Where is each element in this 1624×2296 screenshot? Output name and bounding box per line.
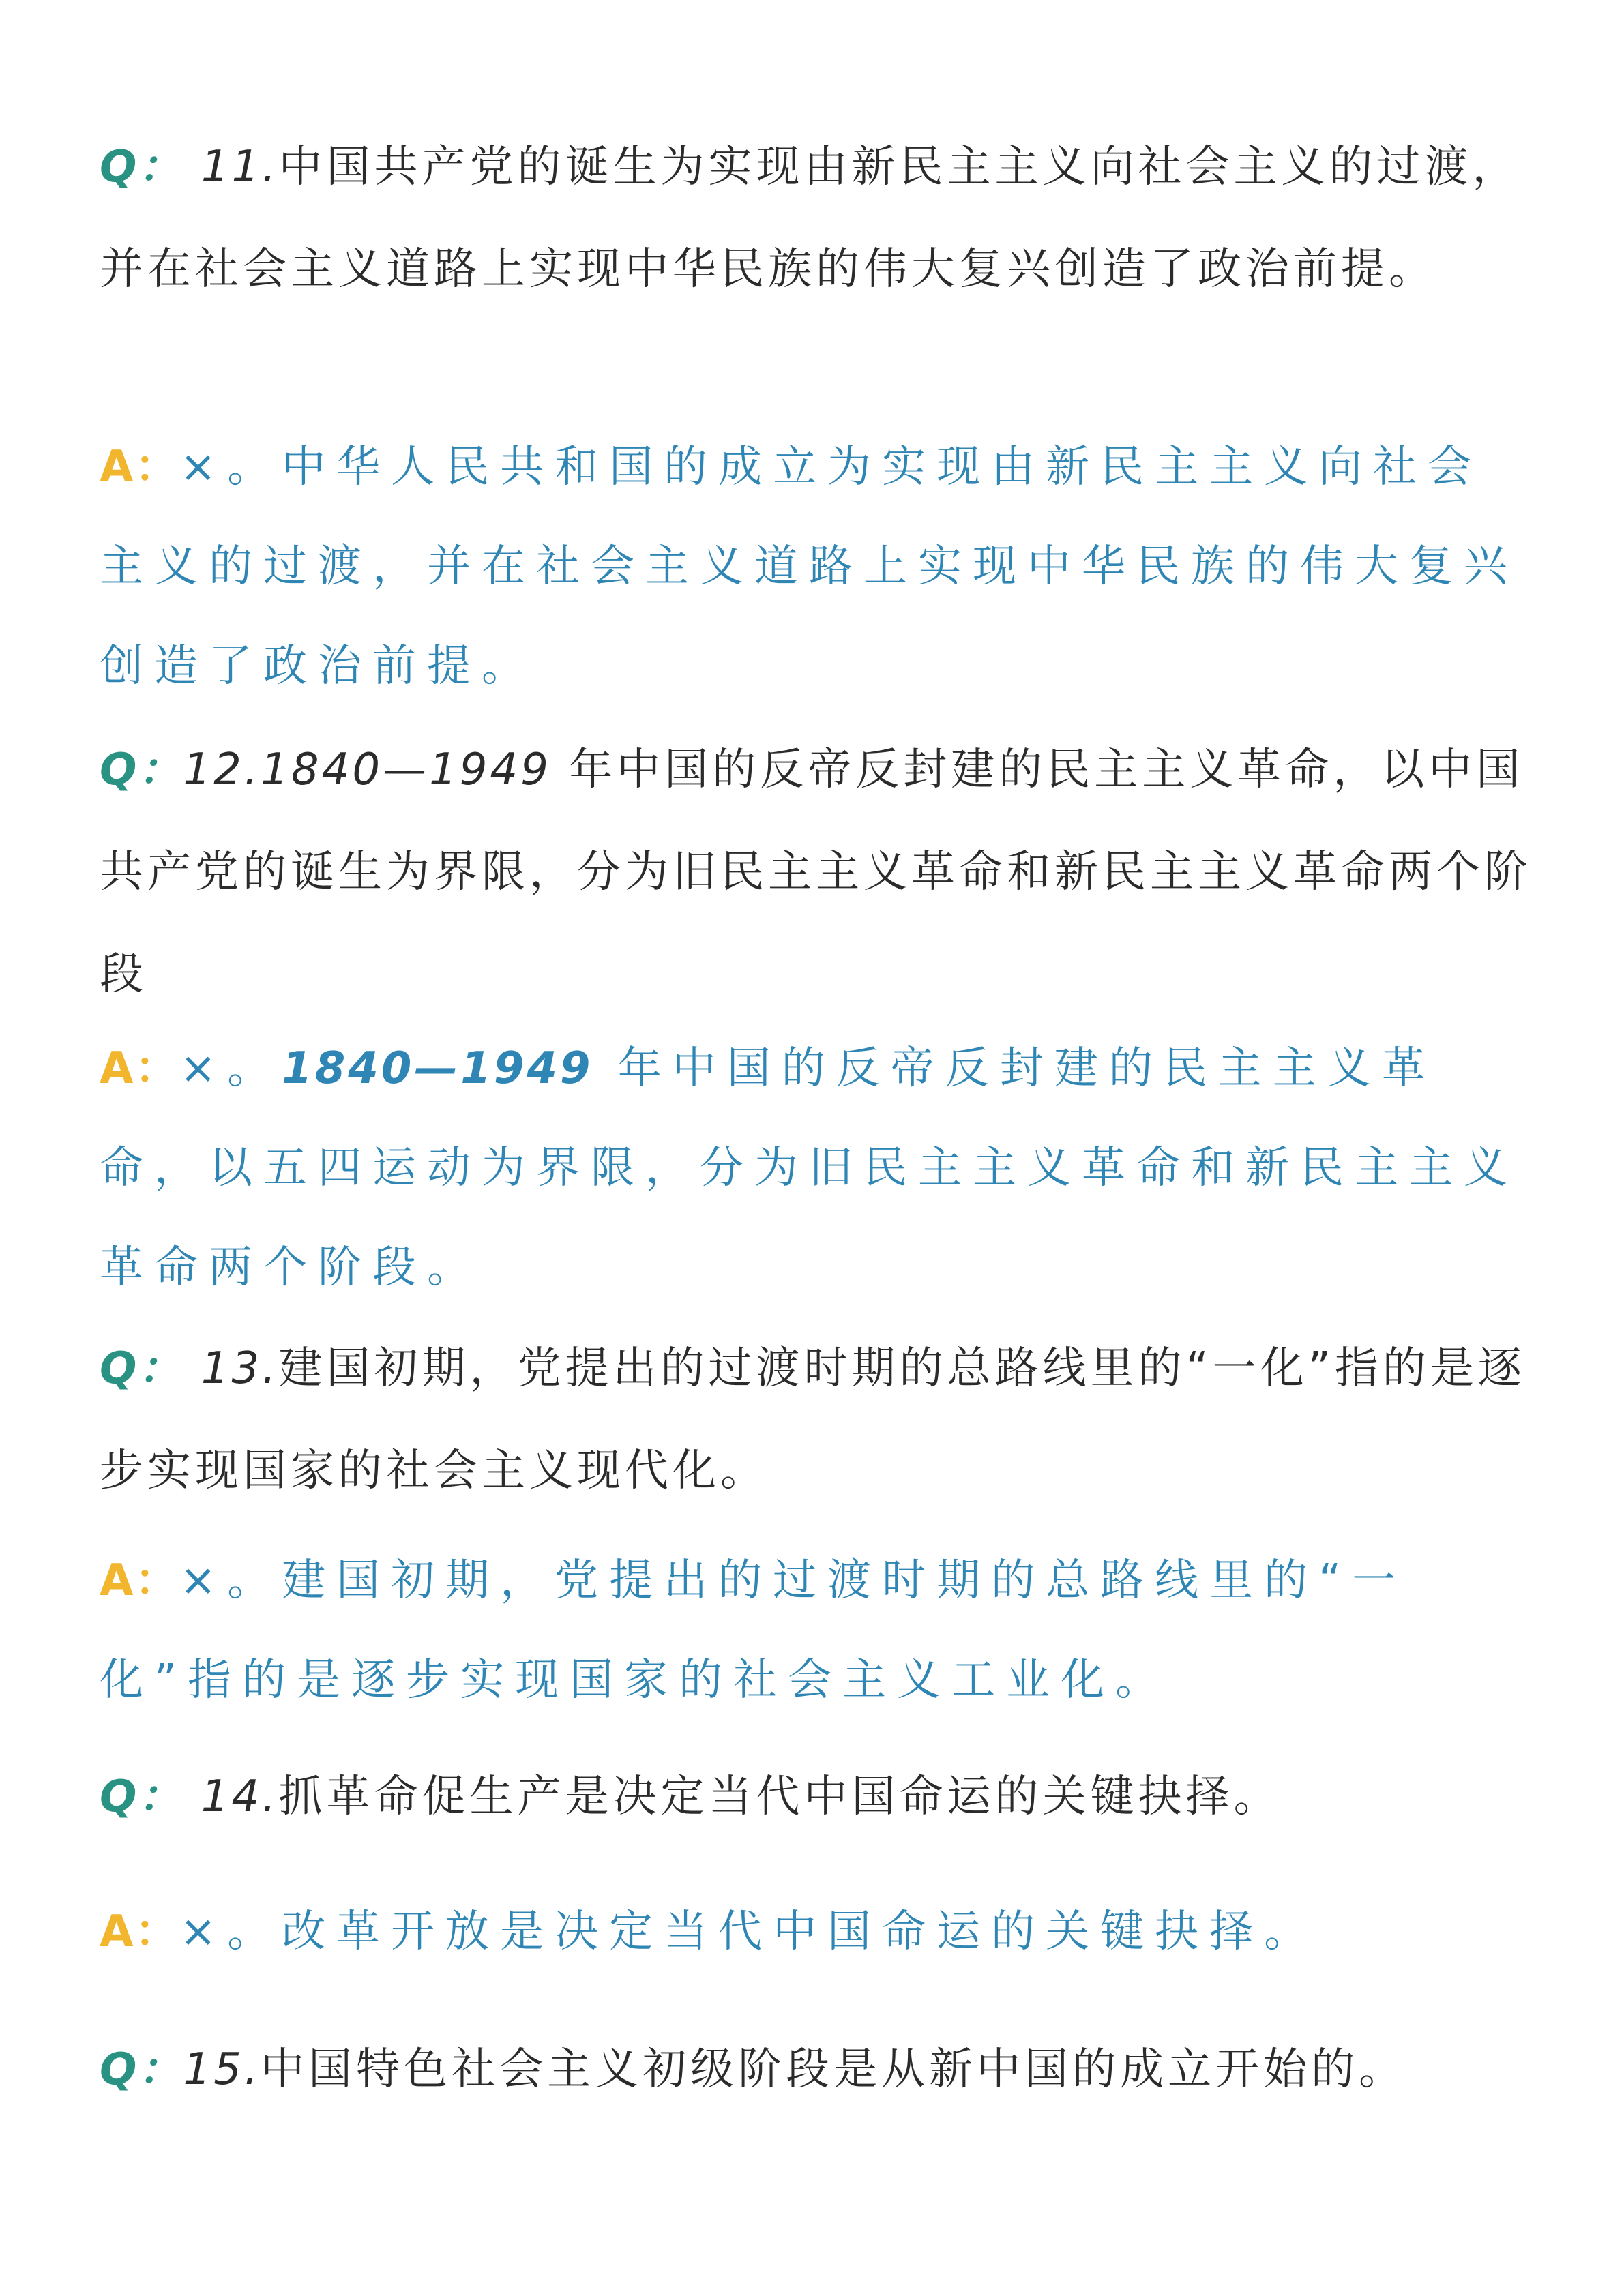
- answer-12: [100, 1019, 1532, 1317]
- question-11: [100, 116, 1532, 320]
- question-text: 中国共产党的诞生为实现由新民主主义向社会主义的过渡，并在社会主义道路上实现中华民族的伟大复兴创造了政治前提。: [100, 142, 1520, 295]
- question-text: 年中国的反帝反封建的民主主义革命，以中国共产党的诞生为界限，分为旧民主主义革命和新民主主义革命两个阶段: [100, 745, 1532, 1000]
- answer-text: ×。改革开放是决定当代中国命运的关键抉择。: [179, 1907, 1319, 1957]
- answer-mark: ×。: [179, 1043, 282, 1094]
- question-15: [100, 2018, 1532, 2121]
- answer-prefix: A：: [100, 1555, 180, 1606]
- question-number: 14.: [201, 1772, 279, 1822]
- question-text: 中国特色社会主义初级阶段是从新中国的成立开始的。: [261, 2044, 1407, 2095]
- question-number: 13.: [201, 1343, 279, 1394]
- answer-prefix: A：: [100, 442, 180, 492]
- answer-number: 1840—1949: [282, 1043, 593, 1094]
- answer-prefix: A：: [100, 1907, 180, 1957]
- question-number: 11.: [201, 142, 279, 192]
- answer-13: [100, 1531, 1532, 1730]
- question-12: [100, 719, 1532, 1026]
- question-prefix: Q：: [100, 1343, 183, 1394]
- answer-11: [100, 417, 1532, 716]
- question-prefix: Q：: [100, 142, 183, 192]
- question-text: 抓革命促生产是决定当代中国命运的关键抉择。: [278, 1772, 1282, 1822]
- answer-14: [100, 1882, 1532, 1982]
- answer-text: ×。中华人民共和国的成立为实现由新民主主义向社会主义的过渡，并在社会主义道路上实现中华民族的伟大复兴创造了政治前提。: [100, 442, 1518, 691]
- question-14: [100, 1746, 1532, 1848]
- answer-text: 年中国的反帝反封建的民主主义革命，以五四运动为界限，分为旧民主主义革命和新民主主义革命两个阶段。: [100, 1043, 1518, 1293]
- question-number: 15.: [183, 2044, 261, 2095]
- question-number: 12.1840—1949: [183, 745, 551, 795]
- question-13: [100, 1317, 1532, 1522]
- answer-text: ×。建国初期，党提出的过渡时期的总路线里的“一化”指的是逐步实现国家的社会主义工业化。: [100, 1555, 1407, 1705]
- question-prefix: Q：: [100, 1772, 183, 1822]
- question-prefix: Q：: [100, 745, 183, 795]
- question-prefix: Q：: [100, 2044, 183, 2095]
- question-text: 建国初期，党提出的过渡时期的总路线里的“一化”指的是逐步实现国家的社会主义现代化。: [100, 1343, 1526, 1496]
- answer-prefix: A：: [100, 1043, 180, 1094]
